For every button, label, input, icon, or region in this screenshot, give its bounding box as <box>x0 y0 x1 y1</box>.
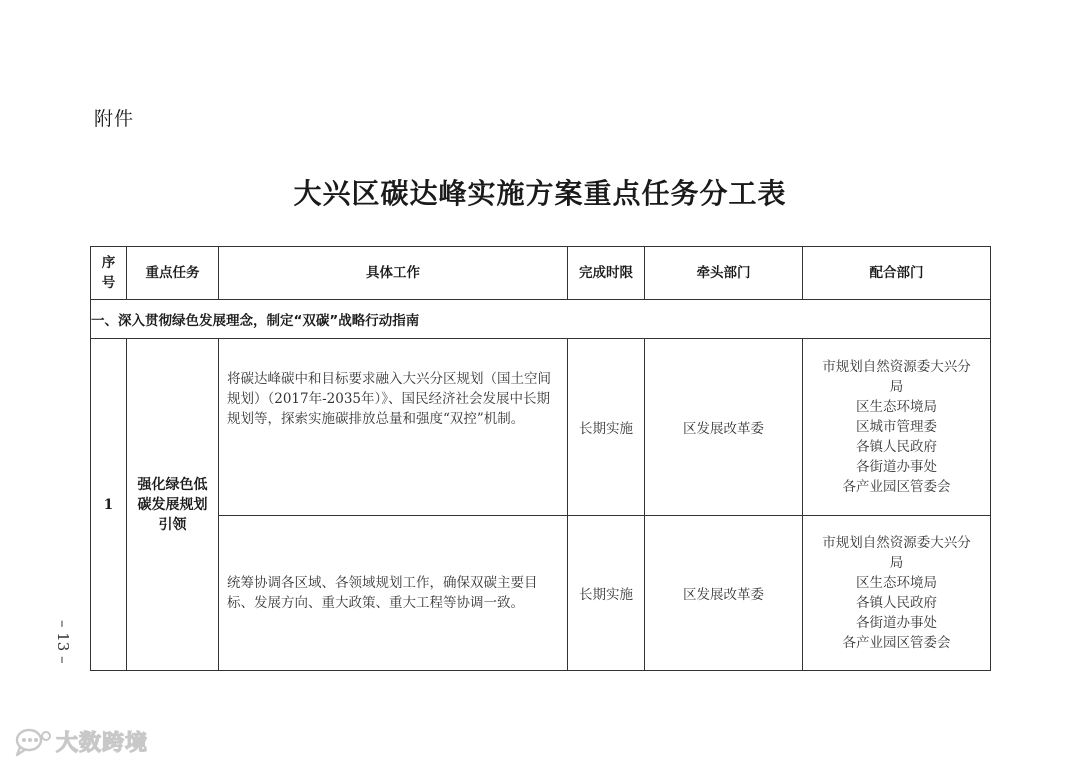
chat-bubble-logo-icon <box>14 727 52 757</box>
cooperating-dept: 各产业园区管委会 <box>842 635 951 651</box>
row-work: 统筹协调各区域、各领域规划工作，确保双碳主要目标、发展方向、重大政策、重大工程等协调一致。 <box>219 516 568 671</box>
column-header-lead: 牵头部门 <box>645 247 803 300</box>
section-title: 一、深入贯彻绿色发展理念，制定“双碳”战略行动指南 <box>91 300 991 339</box>
table-header-row <box>91 247 991 300</box>
cooperating-dept: 各街道办事处 <box>856 459 937 475</box>
table-row <box>91 339 991 516</box>
row-lead: 区发展改革委 <box>645 516 803 671</box>
row-cooperating <box>803 339 991 516</box>
row-lead: 区发展改革委 <box>645 339 803 516</box>
row-cooperating <box>803 516 991 671</box>
cooperating-dept: 各镇人民政府 <box>856 595 937 611</box>
watermark-text: 大数跨境 <box>56 731 149 756</box>
table-row <box>91 516 991 671</box>
column-header-seq: 序号 <box>91 247 127 300</box>
column-header-cooperating: 配合部门 <box>803 247 991 300</box>
row-work: 将碳达峰碳中和目标要求融入大兴分区规划（国土空间规划）（2017年-2035年）》、国民经济社会发展中长期规划等，探索实施碳排放总量和强度“双控”机制。 <box>219 339 568 516</box>
row-deadline: 长期实施 <box>568 516 645 671</box>
cooperating-dept: 区城市管理委 <box>856 419 937 435</box>
section-row <box>91 300 991 339</box>
cooperating-dept: 各产业园区管委会 <box>842 479 951 495</box>
page-number: – 13 – <box>54 620 72 664</box>
task-table <box>90 246 991 671</box>
cooperating-dept: 各街道办事处 <box>856 615 937 631</box>
column-header-task: 重点任务 <box>127 247 219 300</box>
row-seq: 1 <box>91 339 127 671</box>
cooperating-dept: 区生态环境局 <box>856 575 937 591</box>
page-title: 大兴区碳达峰实施方案重点任务分工表 <box>293 177 787 210</box>
row-deadline: 长期实施 <box>568 339 645 516</box>
attachment-label: 附件 <box>94 108 135 130</box>
row-task: 强化绿色低碳发展规划引领 <box>127 339 219 671</box>
column-header-work: 具体工作 <box>219 247 568 300</box>
cooperating-dept: 各镇人民政府 <box>856 439 937 455</box>
cooperating-dept: 市规划自然资源委大兴分局 <box>822 359 971 395</box>
cooperating-dept: 市规划自然资源委大兴分局 <box>822 535 971 571</box>
column-header-deadline: 完成时限 <box>568 247 645 300</box>
cooperating-dept: 区生态环境局 <box>856 399 937 415</box>
watermark <box>14 726 148 757</box>
